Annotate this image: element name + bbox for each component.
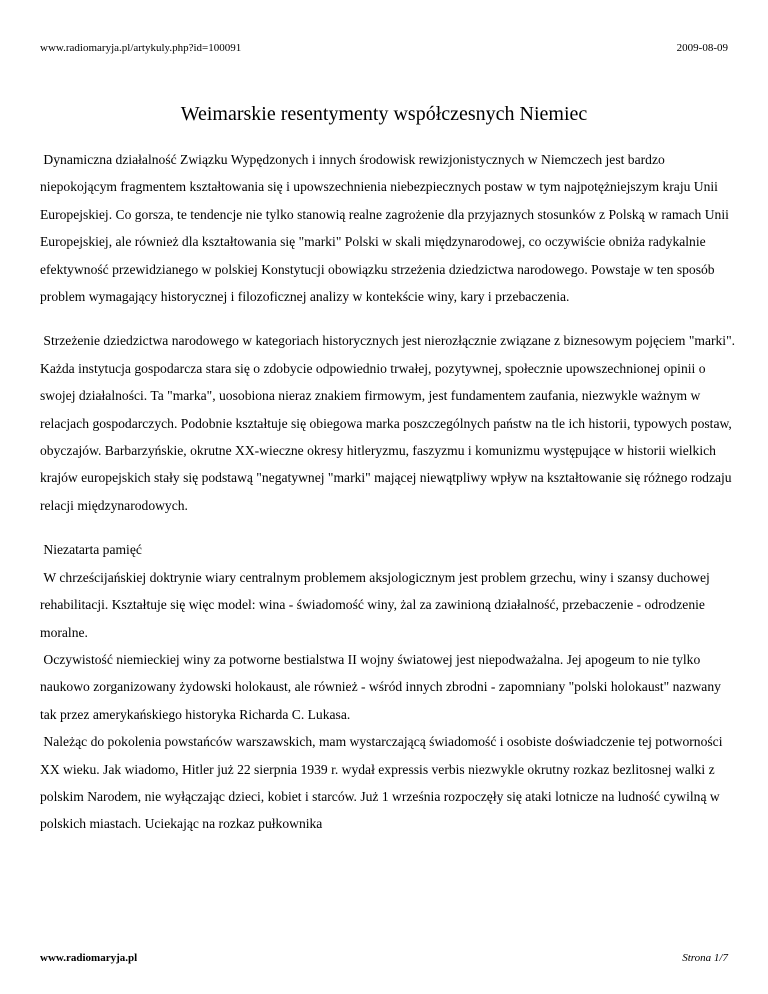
site-name-link[interactable]: www.radiomaryja.pl — [40, 952, 138, 964]
article-paragraph: Należąc do pokolenia powstańców warszawskich, mam wystarczającą świadomość i osobiste doświadczenie tej potworności XX wieku. Jak wiadomo, Hitler już 22 sierpnia 1939 r. wydał expressis verbis niezwykle okrutny rozkaz bezlitosnej walki z polskim Narodem, nie wyłączając dzieci, kobiet i starców. Już 1 września rozpoczęły się ataki lotnicze na ludność cywilną w polskich miastach. Uciekając na rozkaz pułkownika — [40, 734, 726, 832]
article-paragraph: W chrześcijańskiej doktrynie wiary centralnym problemem aksjologicznym jest problem grzechu, winy i szansy duchowej rehabilitacji. Kształtuje się więc model: wina - świadomość winy, żal za zawinioną działalność, przebaczenie - odrodzenie moralne. — [40, 569, 714, 640]
source-url-link[interactable]: www.radiomaryja.pl/artykuly.php?id=100091 — [40, 42, 242, 54]
article-paragraph: Oczywistość niemieckiej winy za potworne bestialstwa II wojny światowej jest niepodważalna. Jej apogeum to nie tylko naukowo zorganizowany żydowski holokaust, ale również - wśród innych zbrodni - zapomniany "polski holokaust" nazwany tak przez amerykańskiego historyka Richarda C. Lukasa. — [40, 651, 725, 722]
article-paragraph: Dynamiczna działalność Związku Wypędzonych i innych środowisk rewizjonistycznych w Niemczech jest bardzo niepokojącym fragmentem kształtowania się i upowszechnienia niebezpiecznych postaw w tym najpotężniejszym kraju Unii Europejskiej. Co gorsza, te tendencje nie tylko stanowią realne zagrożenie dla przyjaznych stosunków z Polską w ramach Unii Europejskiej, ale również dla kształtowania się "marki" Polski w skali międzynarodowej, co oczywiście obniża radykalnie efektywność przewidzianego w polskiej Konstytucji obowiązku strzeżenia dziedzictwa narodowego. Powstaje w ten sposób problem wymagający historycznej i filozoficznej analizy w kontekście winy, kary i przebaczenia. — [40, 152, 733, 305]
article-body — [40, 146, 740, 838]
page-header — [40, 40, 728, 56]
print-date: 2009-08-09 — [676, 42, 728, 54]
page-footer — [40, 950, 728, 966]
section-heading: Niezatarta pamięć — [40, 542, 142, 558]
article-title: Weimarskie resentymenty współczesnych Niemiec — [180, 103, 588, 125]
page-number: Strona 1/7 — [682, 952, 728, 964]
article-paragraph: Strzeżenie dziedzictwa narodowego w kategoriach historycznych jest nierozłącznie związane z biznesowym pojęciem "marki". Każda instytucja gospodarcza stara się o zdobycie odpowiednio trwałej, pozytywnej, społecznie upowszechnionej opinii o swojej działalności. Ta "marka", uosobiona nieraz znakiem firmowym, jest fundamentem zaufania, niezwykle ważnym w relacjach gospodarczych. Podobnie kształtuje się obiegowa marka poszczególnych państw na tle ich historii, typowych postaw, obyczajów. Barbarzyńskie, okrutne XX-wieczne okresy hitleryzmu, faszyzmu i komunizmu występujące w historii wielkich krajów europejskich stały się podstawą "negatywnej "marki" mającej niewątpliwy wpływ na kształtowanie się różnego rodzaju relacji międzynarodowych. — [40, 333, 739, 513]
